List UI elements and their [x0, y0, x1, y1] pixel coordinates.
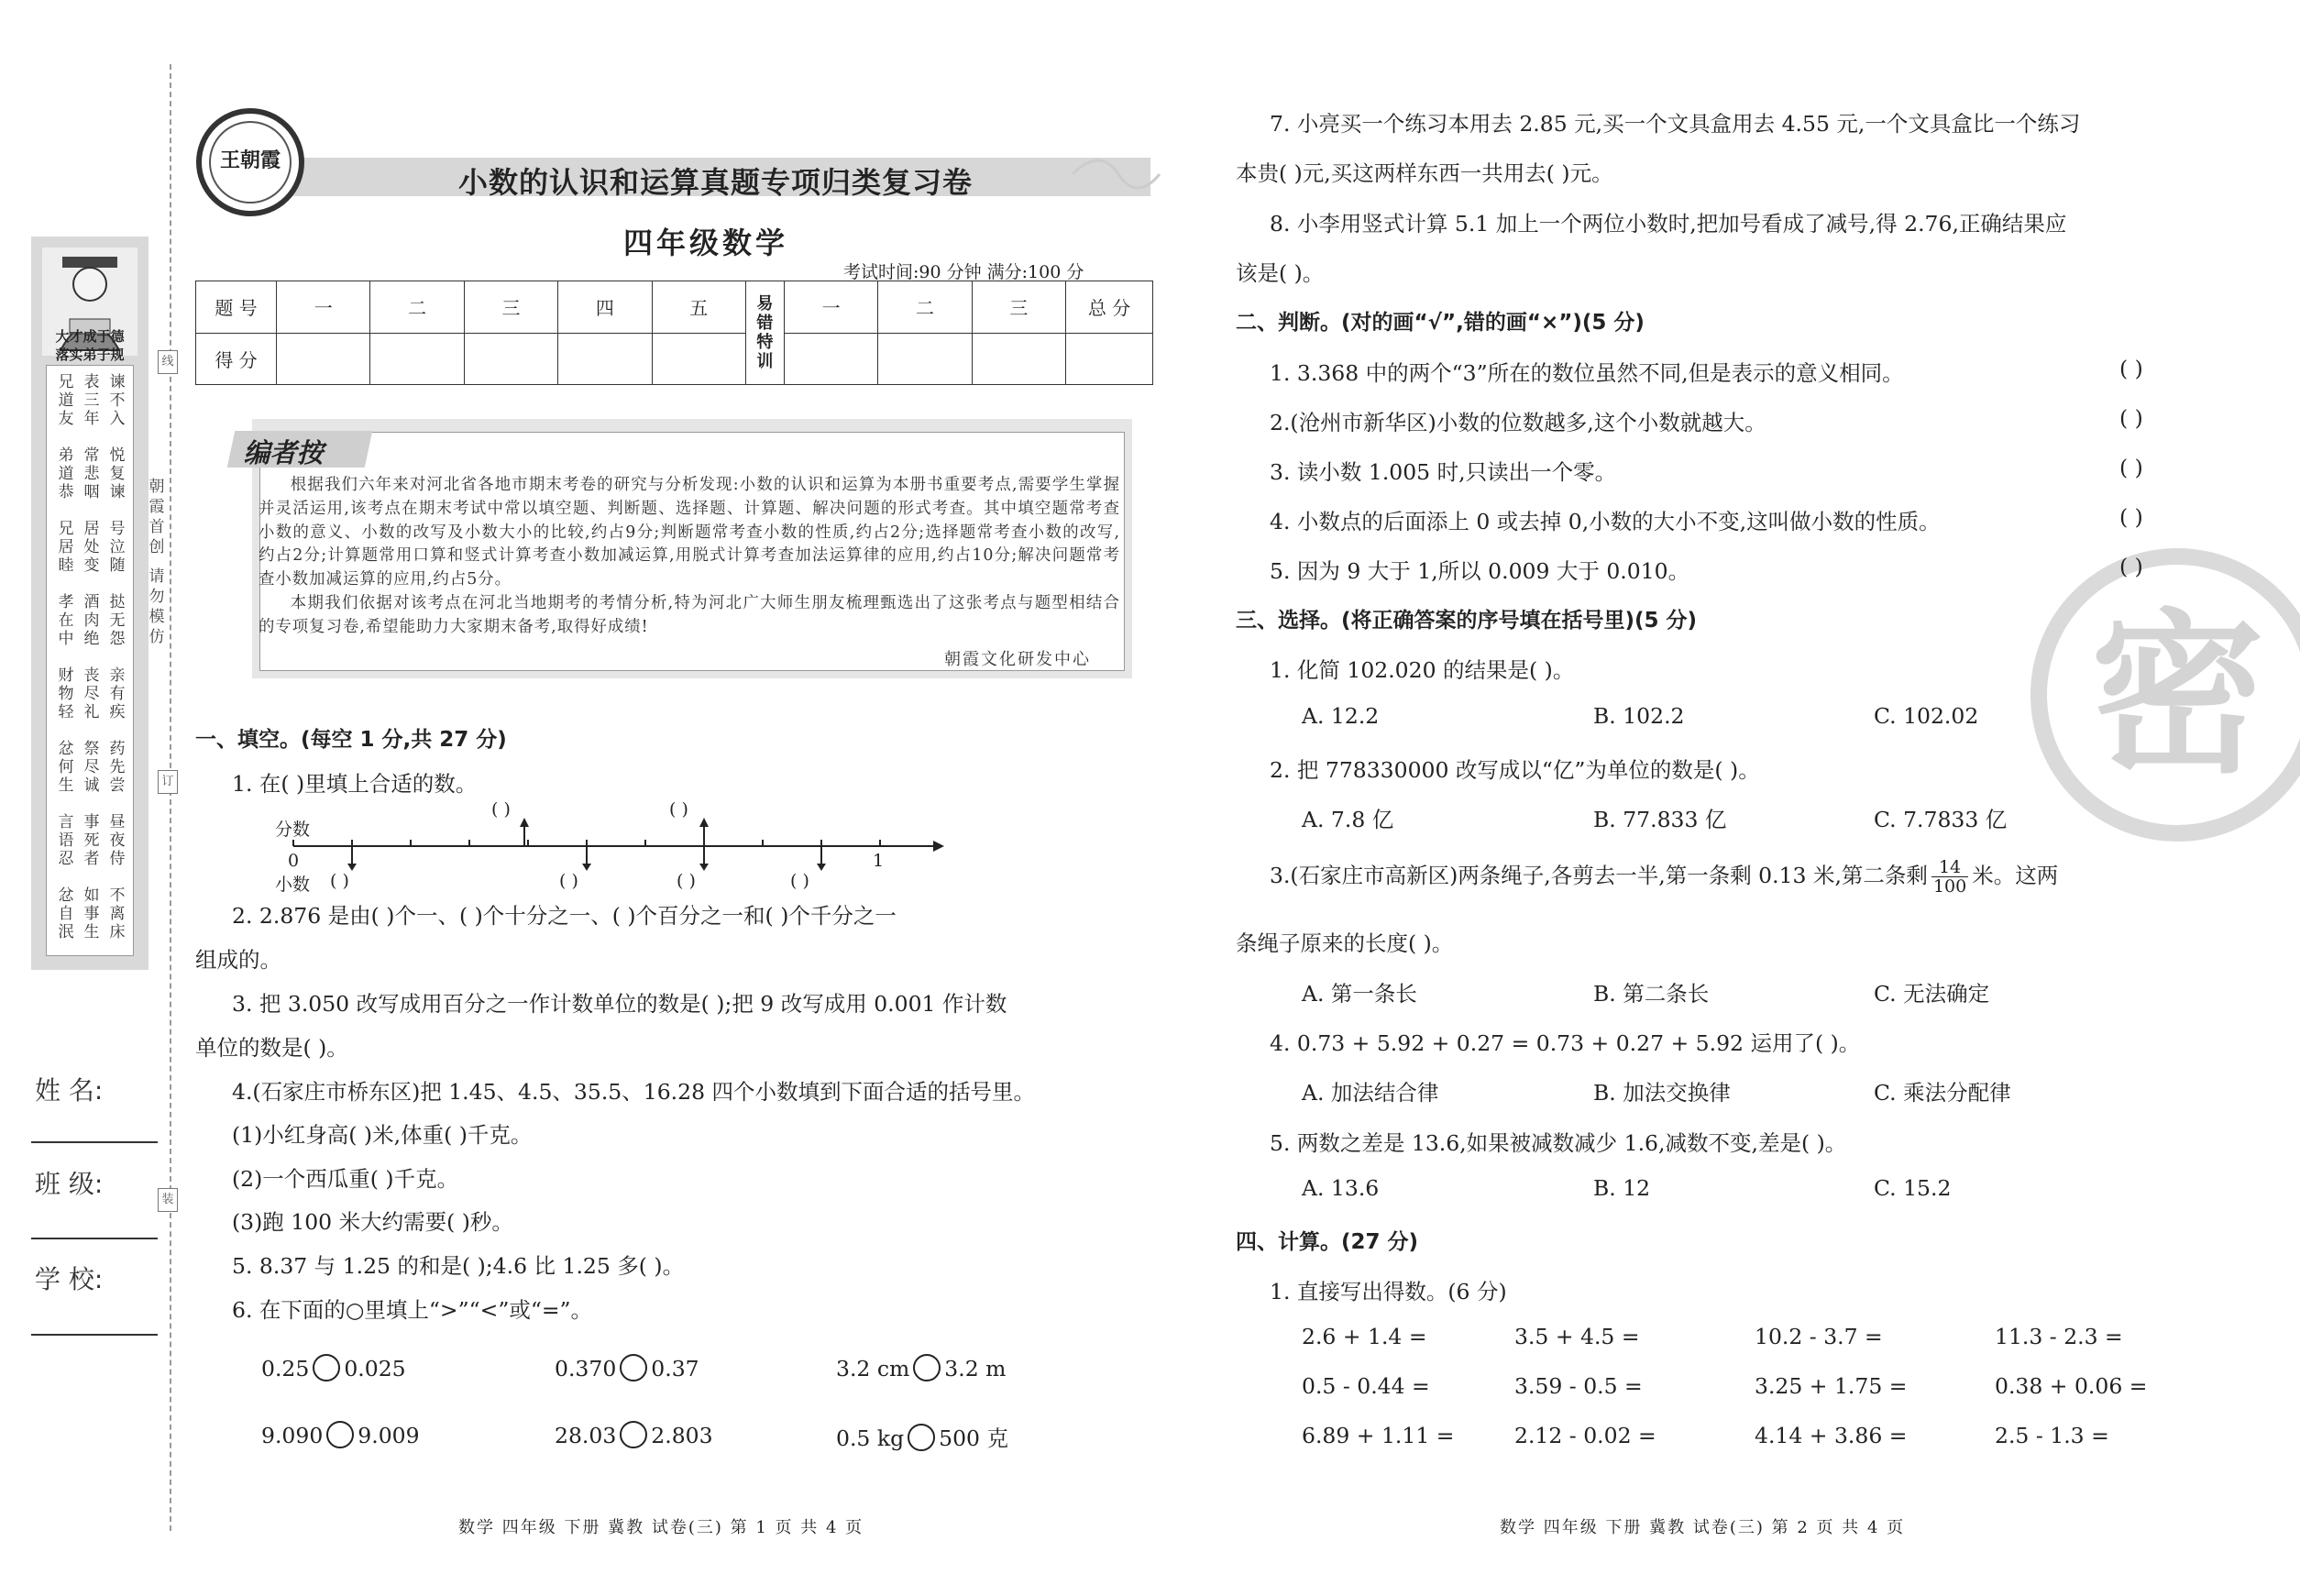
calc-item[interactable]: 11.3 - 2.3 =	[1995, 1324, 2123, 1349]
calc-item[interactable]: 3.5 + 4.5 =	[1514, 1324, 1640, 1349]
compare-circle[interactable]	[913, 1354, 941, 1381]
choice-option[interactable]: A. 加法结合律	[1302, 1080, 1439, 1106]
choice-option[interactable]: A. 7.8 亿	[1302, 807, 1394, 832]
poem-column: 不 离 床	[109, 886, 126, 941]
choice-option[interactable]: A. 12.2	[1302, 703, 1380, 729]
title-bar	[211, 158, 1150, 200]
poem-column: 孝 在 中	[58, 593, 74, 648]
binding-mark-zhuang: 装	[158, 1188, 178, 1212]
calc-instruction: 1. 直接写出得数。(6 分)	[1270, 1279, 1507, 1304]
numline-blank[interactable]: ( )	[330, 871, 349, 891]
score-header-cell: 四	[558, 281, 652, 334]
number-line	[275, 798, 944, 871]
motto-line-2: 落实弟子规	[55, 347, 125, 363]
footer-page-2: 数学 四年级 下册 冀教 试卷(三) 第 2 页 共 4 页	[1500, 1518, 1906, 1537]
editor-note-tag	[227, 431, 373, 468]
numline-decimal-label: 小数	[275, 875, 311, 895]
choice-option[interactable]: C. 15.2	[1874, 1175, 1952, 1201]
score-cell[interactable]	[652, 333, 745, 385]
poem-column: 兄 居 睦	[58, 520, 74, 575]
poem-column: 号 泣 随	[109, 520, 126, 575]
judge-item: 4. 小数点的后面添上 0 或去掉 0,小数的大小不变,这叫做小数的性质。	[1270, 509, 1941, 534]
calc-item[interactable]: 10.2 - 3.7 =	[1755, 1324, 1883, 1349]
compare-item: 9.090 9.009	[261, 1423, 420, 1448]
question-2-line-1: 2. 2.876 是由( )个一、( )个十分之一、( )个百分之一和( )个千分之一	[232, 903, 897, 929]
compare-item: 3.2 cm 3.2 m	[836, 1356, 1007, 1381]
score-cell[interactable]	[370, 333, 464, 385]
binding-mark-xian: 线	[158, 350, 178, 374]
numline-zero: 0	[288, 851, 300, 871]
choice-option[interactable]: B. 12	[1593, 1175, 1651, 1201]
question-4: 4.(石家庄市桥东区)把 1.45、4.5、35.5、16.28 四个小数填到下面合适的括号里。	[232, 1079, 1035, 1105]
poem-column: 挞 无 怨	[109, 593, 126, 648]
compare-circle[interactable]	[908, 1424, 935, 1451]
calc-item[interactable]: 6.89 + 1.11 =	[1302, 1423, 1455, 1448]
vertical-note-2: 请 勿 模 仿	[149, 567, 165, 646]
compare-item: 28.03 2.803	[555, 1423, 713, 1448]
calc-item[interactable]: 2.5 - 1.3 =	[1995, 1423, 2109, 1448]
score-header-cell: 二	[370, 281, 464, 334]
numline-fraction-label: 分数	[275, 820, 311, 840]
score-header-cell: 三	[464, 281, 557, 334]
poem-column: 言 语 忍	[58, 813, 74, 868]
choice-option[interactable]: B. 102.2	[1593, 703, 1685, 729]
numline-blank[interactable]: ( )	[491, 799, 511, 820]
calc-item[interactable]: 2.12 - 0.02 =	[1514, 1423, 1656, 1448]
poem-column: 昼 夜 侍	[109, 813, 126, 868]
numline-blank[interactable]: ( )	[669, 799, 688, 820]
name-label: 姓 名:	[35, 1075, 104, 1106]
subtitle: 四年级数学	[623, 226, 789, 260]
poem-column: 如 事 生	[83, 886, 100, 941]
judge-answer-paren[interactable]: ( )	[2119, 405, 2143, 431]
question-1: 1. 在( )里填上合适的数。	[232, 771, 478, 797]
poem-column: 祭 尽 诚	[83, 740, 100, 795]
score-header-cell: 二	[878, 281, 972, 334]
judge-answer-paren[interactable]: ( )	[2119, 356, 2143, 381]
editor-note-signature: 朝霞文化研发中心	[944, 650, 1091, 669]
page-title: 小数的认识和运算真题专项归类复习卷	[458, 165, 974, 200]
choice-option[interactable]: C. 无法确定	[1874, 981, 1990, 1007]
editor-note-title: 编者按	[243, 437, 324, 468]
poem-column: 酒 肉 绝	[83, 593, 100, 648]
judge-answer-paren[interactable]: ( )	[2119, 455, 2143, 480]
watermark-text: 密	[2090, 594, 2265, 797]
section-fill-blank-title: 一、填空。(每空 1 分,共 27 分)	[195, 728, 507, 752]
section-calc-title: 四、计算。(27 分)	[1236, 1230, 1419, 1254]
question-7-line-1: 7. 小亮买一个练习本用去 2.85 元,买一个文具盒用去 4.55 元,一个文具盒比一个练习	[1270, 111, 2081, 137]
choice-3-line-2: 条绳子原来的长度( )。	[1236, 930, 1454, 956]
calc-item[interactable]: 3.59 - 0.5 =	[1514, 1373, 1643, 1399]
compare-item: 0.5 kg 500 克	[836, 1425, 1008, 1451]
poem-column: 忿 何 生	[58, 740, 74, 795]
poem-column: 居 处 变	[83, 520, 100, 575]
side-banner	[31, 237, 149, 970]
question-8-line-1: 8. 小李用竖式计算 5.1 加上一个两位小数时,把加号看成了减号,得 2.76,正确结果应	[1270, 211, 2067, 237]
score-cell[interactable]	[1066, 333, 1153, 385]
score-header-cell: 总 分	[1066, 281, 1153, 334]
score-cell[interactable]	[464, 333, 557, 385]
calc-item[interactable]: 4.14 + 3.86 =	[1755, 1423, 1908, 1448]
question-7-line-2: 本贵( )元,买这两样东西一共用去( )元。	[1236, 160, 1613, 186]
question-4-sub-2: (2)一个西瓜重( )千克。	[232, 1166, 459, 1192]
score-header-cell: 一	[784, 281, 877, 334]
choice-5: 5. 两数之差是 13.6,如果被减数减少 1.6,减数不变,差是( )。	[1270, 1130, 1847, 1156]
question-4-sub-1: (1)小红身高( )米,体重( )千克。	[232, 1122, 533, 1148]
compare-item: 0.25 0.025	[261, 1356, 406, 1381]
poem-column: 丧 尽 礼	[83, 666, 100, 721]
score-table	[195, 281, 1153, 385]
poem-column: 兄 道 友	[58, 373, 74, 428]
score-table-score-row	[196, 333, 1153, 385]
editor-note-paragraph-1: 根据我们六年来对河北省各地市期末考卷的研究与分析发现:小数的认识和运算为本册书重要考点,需要学生掌握并灵活运用,该考点在期末考试中常以填空题、判断题、选择题、计算题、解决问题的形式考查。其中填空题常考查小数的意义、小数的改写及小数大小的比较,约占9分;判断题常考查小数的性质,约占2分;选择题常考查小数的改写,约占2分;计算题常用口算和竖式计算考查小数加减运算,用脱式计算考查加法运算律的应用,约占10分;解决问题常考查小数加减运算的应用,约占5分。	[259, 476, 1120, 589]
disciple-rules-poem	[46, 365, 134, 956]
fraction: $\frac{14}{100}$	[1932, 857, 1967, 897]
poem-column: 常 悲 咽	[83, 446, 100, 501]
ribbon-icon	[1063, 147, 1164, 202]
choice-1: 1. 化简 102.020 的结果是( )。	[1270, 657, 1575, 683]
footer-page-1: 数学 四年级 下册 冀教 试卷(三) 第 1 页 共 4 页	[458, 1518, 864, 1537]
judge-item: 1. 3.368 中的两个“3”所在的数位虽然不同,但是表示的意义相同。	[1270, 360, 1904, 386]
question-5: 5. 8.37 与 1.25 的和是( );4.6 比 1.25 多( )。	[232, 1253, 685, 1279]
numline-blank[interactable]: ( )	[559, 871, 578, 891]
class-label: 班 级:	[35, 1169, 104, 1199]
poem-column: 亲 有 疾	[109, 666, 126, 721]
choice-option[interactable]: B. 加法交换律	[1593, 1080, 1731, 1106]
section-judge-title: 二、判断。(对的画“√”,错的画“×”)(5 分)	[1236, 311, 1645, 335]
compare-item: 0.370 0.37	[555, 1356, 699, 1381]
exam-info: 考试时间:90 分钟 满分:100 分	[843, 262, 1084, 282]
logo-text: 王朝霞	[219, 149, 281, 172]
judge-item: 2.(沧州市新华区)小数的位数越多,这个小数就越大。	[1270, 410, 1766, 435]
school-field[interactable]	[31, 1334, 158, 1336]
choice-3-line-1: 3.(石家庄市高新区)两条绳子,各剪去一半,第一条剩 0.13 米,第二条剩 $\frac{14}{100}$ 米。这两	[1270, 857, 2059, 897]
poem-column: 谏 不 入	[109, 373, 126, 428]
calc-item[interactable]: 2.6 + 1.4 =	[1302, 1324, 1427, 1349]
calc-item[interactable]: 0.5 - 0.44 =	[1302, 1373, 1430, 1399]
name-field[interactable]	[31, 1141, 158, 1143]
score-header-cell: 三	[972, 281, 1065, 334]
school-label: 学 校:	[35, 1264, 104, 1294]
question-2-line-2: 组成的。	[195, 947, 281, 973]
numline-one: 1	[873, 851, 885, 871]
compare-circle[interactable]	[326, 1421, 354, 1448]
question-3-line-2: 单位的数是( )。	[195, 1035, 348, 1061]
score-cell[interactable]	[558, 333, 652, 385]
numline-blank[interactable]: ( )	[790, 871, 809, 891]
score-cell[interactable]	[277, 333, 370, 385]
choice-option[interactable]: B. 第二条长	[1593, 981, 1710, 1007]
question-8-line-2: 该是( )。	[1236, 260, 1325, 286]
vertical-note-1: 朝 霞 首 创	[149, 478, 165, 556]
score-table-header-row	[196, 281, 1153, 334]
score-header-cell: 五	[652, 281, 745, 334]
choice-option[interactable]: C. 7.7833 亿	[1874, 807, 2008, 832]
judge-item: 3. 读小数 1.005 时,只读出一个零。	[1270, 459, 1617, 485]
choice-option[interactable]: C. 乘法分配律	[1874, 1080, 2011, 1106]
numline-blank[interactable]: ( )	[677, 871, 696, 891]
choice-option[interactable]: A. 13.6	[1302, 1175, 1380, 1201]
error-training-cell: 易错 特训	[745, 281, 784, 385]
score-header-cell: 题 号	[196, 281, 277, 334]
calc-item[interactable]: 3.25 + 1.75 =	[1755, 1373, 1908, 1399]
question-6: 6. 在下面的○里填上“>”“<”或“=”。	[232, 1297, 593, 1323]
section-choice-title: 三、选择。(将正确答案的序号填在括号里)(5 分)	[1236, 609, 1698, 633]
score-cell[interactable]	[878, 333, 972, 385]
brand-logo	[196, 108, 304, 216]
poem-column: 忿 自 泯	[58, 886, 74, 941]
question-4-sub-3: (3)跑 100 米大约需要( )秒。	[232, 1209, 513, 1235]
score-header-cell: 一	[277, 281, 370, 334]
choice-4: 4. 0.73 + 5.92 + 0.27 = 0.73 + 0.27 + 5.92 运用了( )。	[1270, 1030, 1861, 1056]
compare-circle[interactable]	[313, 1354, 340, 1381]
choice-option[interactable]: A. 第一条长	[1302, 981, 1417, 1007]
score-row-label: 得 分	[196, 333, 277, 385]
poem-column: 表 三 年	[83, 373, 100, 428]
score-cell[interactable]	[972, 333, 1065, 385]
judge-item: 5. 因为 9 大于 1,所以 0.009 大于 0.010。	[1270, 558, 1690, 584]
poem-column: 药 先 尝	[109, 740, 126, 795]
binding-mark-ding: 订	[158, 770, 178, 794]
judge-answer-paren[interactable]: ( )	[2119, 504, 2143, 530]
choice-2: 2. 把 778330000 改写成以“亿”为单位的数是( )。	[1270, 757, 1760, 783]
class-field[interactable]	[31, 1238, 158, 1239]
score-cell[interactable]	[784, 333, 877, 385]
poem-column: 财 物 轻	[58, 666, 74, 721]
choice-option[interactable]: C. 102.02	[1874, 703, 1979, 729]
compare-circle[interactable]	[620, 1421, 647, 1448]
poem-column: 弟 道 恭	[58, 446, 74, 501]
motto-line-1: 大才成于德	[55, 328, 125, 345]
editor-note-paragraph-2: 本期我们依据对该考点在河北当地期考的考情分析,特为河北广大师生朋友梳理甄选出了这张考点与题型相结合的专项复习卷,希望能助力大家期末备考,取得好成绩!	[259, 594, 1120, 636]
choice-option[interactable]: B. 77.833 亿	[1593, 807, 1727, 832]
question-3-line-1: 3. 把 3.050 改写成用百分之一作计数单位的数是( );把 9 改写成用 0.001 作计数	[232, 991, 1007, 1017]
poem-column: 悦 复 谏	[109, 446, 126, 501]
compare-circle[interactable]	[620, 1354, 647, 1381]
judge-answer-paren[interactable]: ( )	[2119, 554, 2143, 579]
calc-item[interactable]: 0.38 + 0.06 =	[1995, 1373, 2148, 1399]
confidential-watermark	[2030, 548, 2300, 842]
binding-dashed-line	[170, 64, 171, 1531]
poem-column: 事 死 者	[83, 813, 100, 868]
